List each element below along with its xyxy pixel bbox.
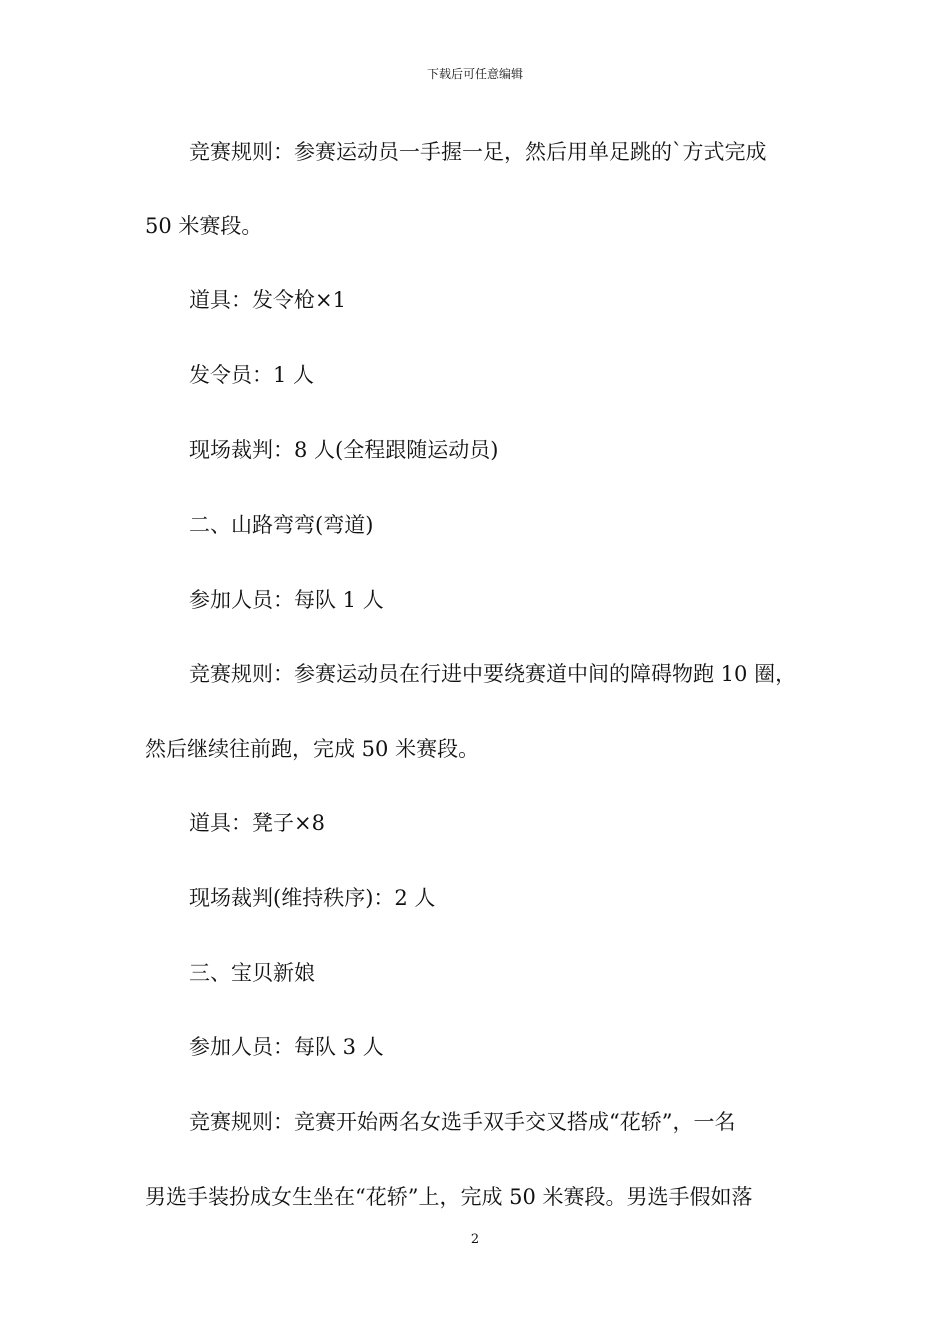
- paragraph-line: 道具：发令枪×1: [189, 288, 346, 312]
- section-heading: 三、宝贝新娘: [189, 961, 315, 985]
- paragraph-line: 50 米赛段。: [145, 214, 263, 238]
- paragraph-line: 道具：凳子×8: [189, 811, 325, 835]
- paragraph-line: 现场裁判(维持秩序)：2 人: [189, 886, 436, 910]
- paragraph-line: 然后继续往前跑，完成 50 米赛段。: [145, 737, 480, 761]
- page-number: 2: [470, 1232, 480, 1247]
- section-heading: 二、山路弯弯(弯道): [189, 513, 374, 537]
- paragraph-line: 发令员：1 人: [189, 363, 315, 387]
- paragraph-line: 竞赛规则：参赛运动员在行进中要绕赛道中间的障碍物跑 10 圈，: [189, 662, 797, 686]
- paragraph-line: 参加人员：每队 1 人: [189, 588, 384, 612]
- page-header: 下载后可任意编辑: [426, 67, 523, 81]
- paragraph-line: 参加人员：每队 3 人: [189, 1035, 384, 1059]
- paragraph-line: 现场裁判：8 人(全程跟随运动员): [189, 438, 499, 462]
- paragraph-line: 男选手装扮成女生坐在“花轿”上，完成 50 米赛段。男选手假如落: [145, 1185, 753, 1209]
- paragraph-line: 竞赛规则：竞赛开始两名女选手双手交叉搭成“花轿”，一名: [189, 1110, 736, 1134]
- paragraph-line: 竞赛规则：参赛运动员一手握一足，然后用单足跳的`方式完成: [189, 140, 767, 164]
